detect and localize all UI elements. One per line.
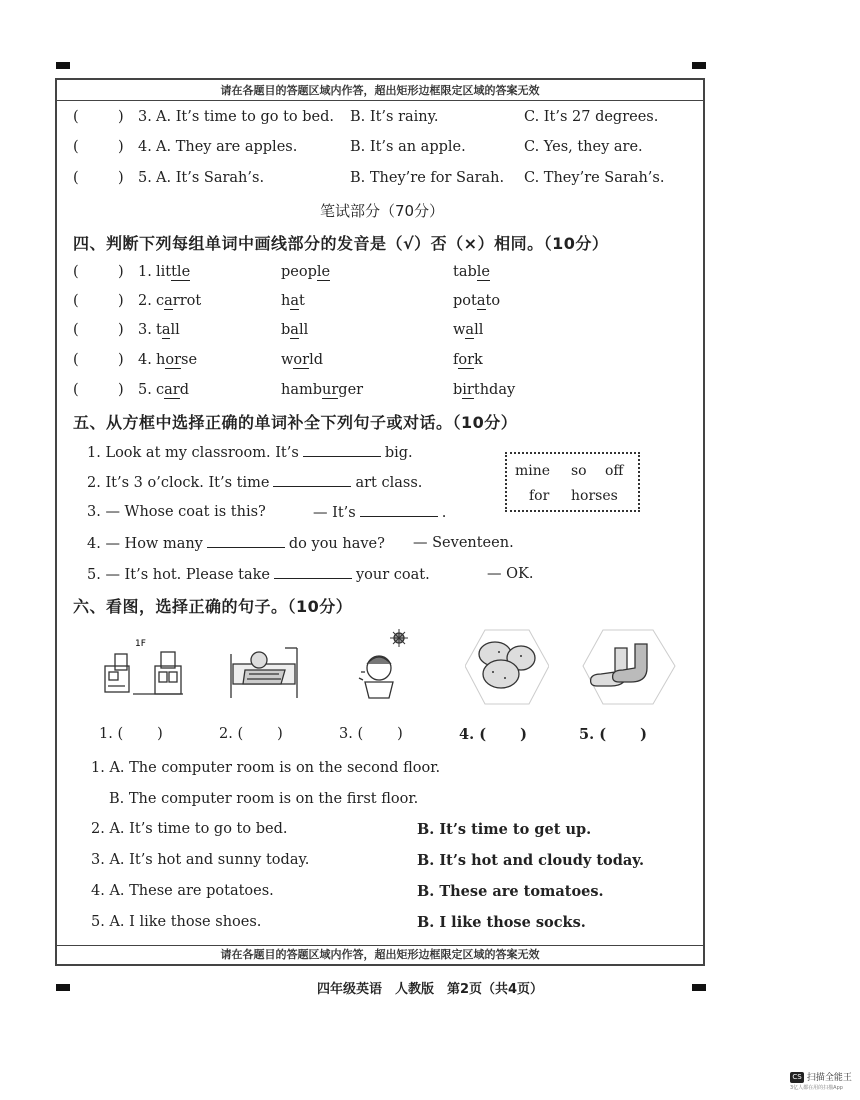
socks-picture <box>581 628 677 706</box>
option-b: B. These are tomatoes. <box>417 883 604 900</box>
registration-mark-top-left <box>56 62 70 69</box>
word-option: horses <box>571 488 618 504</box>
option-a: 1. A. The computer room is on the second floor. <box>91 760 441 776</box>
picture-answer-3[interactable]: 3. ( ) <box>339 726 403 742</box>
page-footer: 四年级英语 人教版 第2页（共4页） <box>316 982 544 997</box>
picture-answer-4[interactable]: 4. ( ) <box>459 726 527 743</box>
section6-heading: 六、看图，选择正确的句子。（10分） <box>73 597 353 616</box>
fill-item: 3. — Whose coat is this? — It’s . <box>87 504 447 521</box>
section4-heading: 四、判断下列每组单词中画线部分的发音是（√）否（×）相同。（10分） <box>73 234 609 253</box>
hot-sunny-picture <box>351 628 421 704</box>
phonics-word: card <box>156 382 189 398</box>
bed-picture <box>225 636 307 704</box>
answer-blank[interactable] <box>360 504 438 517</box>
option-a: 4. A. These are potatoes. <box>91 883 274 899</box>
option-a: 3. A. It’s hot and sunny today. <box>91 852 310 868</box>
answer-blank[interactable] <box>207 535 285 548</box>
word-option: for <box>529 488 550 504</box>
phonics-word: world <box>281 352 324 368</box>
fill-item: 5. — It’s hot. Please take your coat. — OK. <box>87 566 534 583</box>
fill-item: 2. It’s 3 o’clock. It’s time art class. <box>87 475 423 491</box>
phonics-word: hamburger <box>281 382 364 398</box>
scanner-logo-icon: CS <box>790 1072 804 1083</box>
answer-blank[interactable] <box>273 474 351 487</box>
bottom-banner: 请在各题目的答题区域内作答，超出矩形边框限定区域的答案无效 <box>57 945 703 964</box>
phonics-word: tall <box>156 322 180 338</box>
phonics-word: horse <box>156 352 198 368</box>
option-a: 5. A. I like those shoes. <box>91 914 262 930</box>
option-b: B. It’s time to get up. <box>417 821 592 838</box>
word-box <box>505 452 640 512</box>
word-option: so <box>571 463 587 479</box>
phonics-word: ball <box>281 322 309 338</box>
option-b: B. The computer room is on the first floor. <box>109 791 419 807</box>
top-banner: 请在各题目的答题区域内作答，超出矩形边框限定区域的答案无效 <box>57 82 703 101</box>
answer-blank[interactable] <box>274 566 352 579</box>
phonics-word: fork <box>453 352 483 368</box>
phonics-word: hat <box>281 293 305 309</box>
phonics-word: table <box>453 264 490 280</box>
potatoes-picture <box>465 628 549 706</box>
option-b: B. I like those socks. <box>417 914 586 931</box>
phonics-word: birthday <box>453 382 516 398</box>
written-part-title: 笔试部分（70分） <box>319 202 445 220</box>
fill-item: 1. Look at my classroom. It’s big. <box>87 445 413 461</box>
word-option: off <box>605 463 624 479</box>
fill-item: 4. — How many do you have? — Seventeen. <box>87 535 514 552</box>
phonics-word: little <box>156 264 191 280</box>
phonics-word: carrot <box>156 293 202 309</box>
svg-text:1F: 1F <box>135 639 146 649</box>
picture-answer-5[interactable]: 5. ( ) <box>579 726 647 743</box>
phonics-word: people <box>281 264 331 280</box>
answer-blank[interactable] <box>303 444 381 457</box>
phonics-word: wall <box>453 322 484 338</box>
section5-heading: 五、从方框中选择正确的单词补全下列句子或对话。（10分） <box>73 413 518 432</box>
picture-answer-2[interactable]: 2. ( ) <box>219 726 283 742</box>
word-option: mine <box>515 463 551 479</box>
registration-mark-top-right <box>692 62 706 69</box>
option-a: 2. A. It’s time to go to bed. <box>91 821 288 837</box>
phonics-word: potato <box>453 293 501 309</box>
picture-answer-1[interactable]: 1. ( ) <box>99 726 163 742</box>
scanner-watermark: CS 扫描全能王 3亿人都在用的扫描App <box>790 1073 852 1091</box>
answer-frame: 请在各题目的答题区域内作答，超出矩形边框限定区域的答案无效 ( ) 3. A. It’s time to go to bed. B. It’s rainy. C. It’s 27 degrees. ( ) 4. A. They are apples. B. It’s an apple. C. Yes, they are. ( ) 5. A. It’s Sarah’s. B. They’re for Sarah. C. They’re Sarah’s. 笔试部分（70分） 四、判断下列每组单词中画线部分的发音是（√）否（×）相同。（10分） ( ) 1. little people table ( ) 2. carrot hat potato ( ) 3. tall ball wall ( ) 4. horse world fork ( ) 5. card hamburger birthday 五、从方框中选择正确的单词补全下列句子或对话。（10分） 1. Look at my classroom. It’s big. 2. It’s 3 o’clock. It’s time art class. 3. — Whose coat is this? — It’s . 4. — How many do you have? — Seventeen. 5. — It’s hot. Please take your coat. — OK. mine so off for horses 六、看图，选择正确的句子。（10分） 1F 1. ( ) 2. ( ) 3. ( ) 4. ( ) 5. ( ) 1. A. The computer room is on the second floor. B. The computer room is on the first floor. 2. A. It’s time to go to bed. B. It’s time to get up. 3. A. It’s hot and sunny today. B. It’s hot and cloudy today. 4. A. These are potatoes. B. These are tomatoes. 5. A. I like those shoes. B. I like those socks. 请在各题目的答题区域内作答，超出矩形边框限定区域的答案无效 <box>55 78 705 966</box>
option-b: B. It’s hot and cloudy today. <box>417 852 645 869</box>
computer-room-floor-picture <box>103 636 185 704</box>
